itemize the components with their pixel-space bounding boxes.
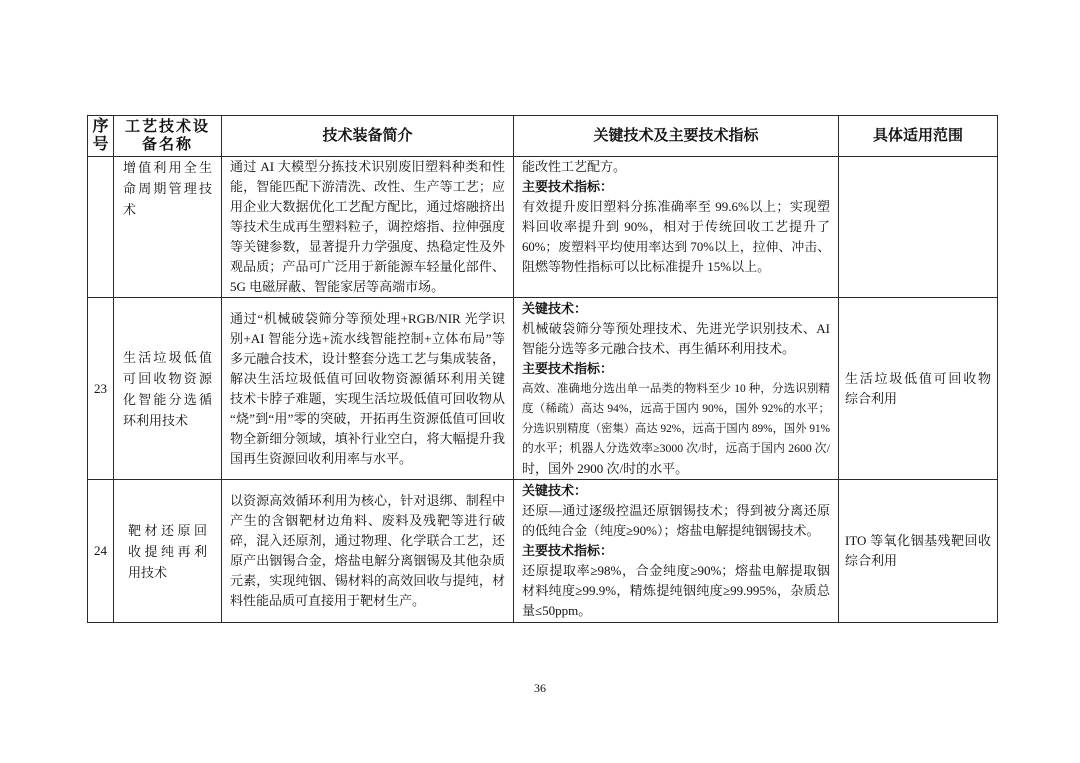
key-section-heading: 关键技术： [522,300,588,316]
intro-line: 通过“机械破袋筛分等预处理+RGB/NIR 光学识 [230,310,505,326]
intro-line: 技术卡脖子难题，实现生活垃圾低值可回收物从 [230,390,505,406]
key-section-heading: 关键技术： [522,483,588,498]
intro-line: 元素，实现纯铟、锡材料的高效回收与提纯，材 [230,573,505,588]
key-text-line: 机械破袋筛分等预处理技术、先进光学识别技术、AI [522,320,830,336]
key-text-line: 高效、准确地分选出单一品类的物料至少 10 种，分选识别精 [522,382,830,395]
technology-name [123,157,212,220]
intro-line: 能，智能匹配下游清洗、改性、生产等工艺；应 [230,179,505,194]
key-text-line: 智能分选等多元融合技术、再生循环利用技术。 [522,340,796,356]
application-scope-cell [839,298,998,480]
scope-line: ITO 等氧化铟基残靶回收 [845,533,991,548]
technology-name-line: 命周期管理技 [123,181,212,196]
key-technology-cell [514,480,839,623]
table-row-24 [88,480,998,623]
key-section-heading: 主要技术指标： [522,179,614,194]
scope-line: 生活垃圾低值可回收物 [845,370,991,386]
header-serial-number: 序号 [88,116,114,157]
application-scope-cell [839,480,998,623]
key-section-heading: 主要技术指标： [522,543,614,558]
intro-line: 碎，混入还原剂，通过物理、化学联合工艺，还 [230,533,505,548]
key-text-line: 60%；废塑料平均使用率达到 70%以上，拉伸、冲击、 [522,240,830,254]
intro-line: 观品质；产品可广泛用于新能源车轻量化部件、 [230,259,505,274]
header-application-scope: 具体适用范围 [839,116,998,157]
intro-line: 解决生活垃圾低值可回收物资源循环利用关键 [230,370,505,386]
scope-line: 综合利用 [845,553,898,568]
intro-line: 多元融合技术，设计整套分选工艺与集成装备， [230,350,505,366]
key-text-line: 料回收率提升到 90%，相对于传统回收工艺提升了 [522,219,830,234]
technology-name-line: 用技术 [128,564,168,580]
intro-line: 物全新细分领域，填补行业空白，将大幅提升我 [230,430,505,446]
technology-catalog-table [87,115,998,623]
technology-name-line: 靶材还原回 [128,522,207,538]
key-technology [522,299,830,479]
intro-line: “烧”到“用”零的突破，开拓再生资源低值可回收 [230,410,505,426]
technology-name-line: 化智能分选循 [123,391,212,407]
key-text-line: 的低纯合金（纯度≥90%）；熔盐电解提纯铟锡技术。 [522,523,820,538]
serial-number-cell [88,298,114,480]
intro-line: 通过 AI 大模型分拣技术识别废旧塑料种类和性 [230,159,505,174]
technology-name [128,520,207,583]
serial-number-cell [88,480,114,623]
key-technology [522,481,830,621]
key-text-line: 量≤50ppm。 [522,603,592,618]
table-header-row [88,116,998,157]
equipment-intro-cell [222,298,514,480]
equipment-intro-cell [222,480,514,623]
key-text-line: 能改性工艺配方。 [522,159,627,174]
key-text-line: 度（稀疏）高达 94%，远高于国内 90%，国外 92%的水平； [522,402,830,415]
header-key-technology: 关键技术及主要技术指标 [514,116,839,157]
intro-line: 国再生资源回收利用率与水平。 [230,450,413,466]
serial-number-cell [88,157,114,298]
scope-line: 综合利用 [845,390,898,406]
intro-line: 别+AI 智能分选+流水线智能控制+立体布局”等 [230,330,505,346]
serial-number: 24 [94,543,107,558]
application-scope [845,369,991,409]
intro-line: 料性能品质可直接用于靶材生产。 [230,593,426,608]
equipment-intro [230,491,505,611]
header-technology-name: 工艺技术设备名称 [114,116,222,157]
intro-line: 用企业大数据优化工艺配方配比，通过熔融挤出 [230,199,505,214]
technology-name [123,347,212,431]
key-text-line: 的水平；机器人分选效率≥3000 次/时，远高于国内 2600 次/ [522,441,830,455]
intro-line: 等技术生成再生塑料粒子，调控熔指、拉伸强度 [230,219,505,234]
intro-line: 产生的含铟靶材边角料、废料及残靶等进行破 [230,513,505,528]
intro-line: 原产出铟锡合金，熔盐电解分离铟锡及其他杂质 [230,553,505,568]
key-section-heading: 主要技术指标： [522,360,614,376]
header-equipment-intro: 技术装备简介 [222,116,514,157]
technology-name-cell [114,480,222,623]
key-text-line: 分选识别精度（密集）高达 92%，远高于国内 89%，国外 91% [522,422,830,435]
equipment-intro [230,309,505,469]
technology-name-line: 收提纯再利 [128,543,207,559]
technology-name-line: 环利用技术 [123,412,189,428]
technology-name-line: 术 [123,202,137,217]
technology-name-cell [114,157,222,298]
equipment-intro [230,157,505,297]
page-number: 36 [534,681,546,695]
key-text-line: 时，国外 2900 次/时的水平。 [522,460,689,476]
intro-line: 等关键参数，显著提升力学强度、热稳定性及外 [230,239,505,254]
technology-name-line: 增值利用全生 [123,160,212,175]
key-text-line: 还原提取率≥98%，合金纯度≥90%；熔盐电解提取铟 [522,563,830,578]
key-technology-cell [514,298,839,480]
key-text-line: 有效提升废旧塑料分拣准确率至 99.6%以上；实现塑 [522,199,830,214]
table-row-continued [88,157,998,298]
key-technology-cell [514,157,839,298]
application-scope-cell [839,157,998,298]
equipment-intro-cell [222,157,514,298]
technology-name-line: 可回收物资源 [123,370,212,386]
key-text-line: 还原—通过逐级控温还原铟锡技术；得到被分离还原 [522,503,830,518]
table-row-23 [88,298,998,480]
technology-name-cell [114,298,222,480]
key-technology [522,157,830,277]
key-text-line: 阻燃等物性指标可以比标准提升 15%以上。 [522,259,771,274]
intro-line: 5G 电磁屏蔽、智能家居等高端市场。 [230,279,445,294]
serial-number: 23 [94,380,107,396]
technology-name-line: 生活垃圾低值 [123,349,212,365]
application-scope [845,531,991,571]
key-text-line: 材料纯度≥99.9%，精炼提纯铟纯度≥99.995%，杂质总 [522,583,830,598]
intro-line: 以资源高效循环利用为核心，针对退绑、制程中 [230,493,505,508]
